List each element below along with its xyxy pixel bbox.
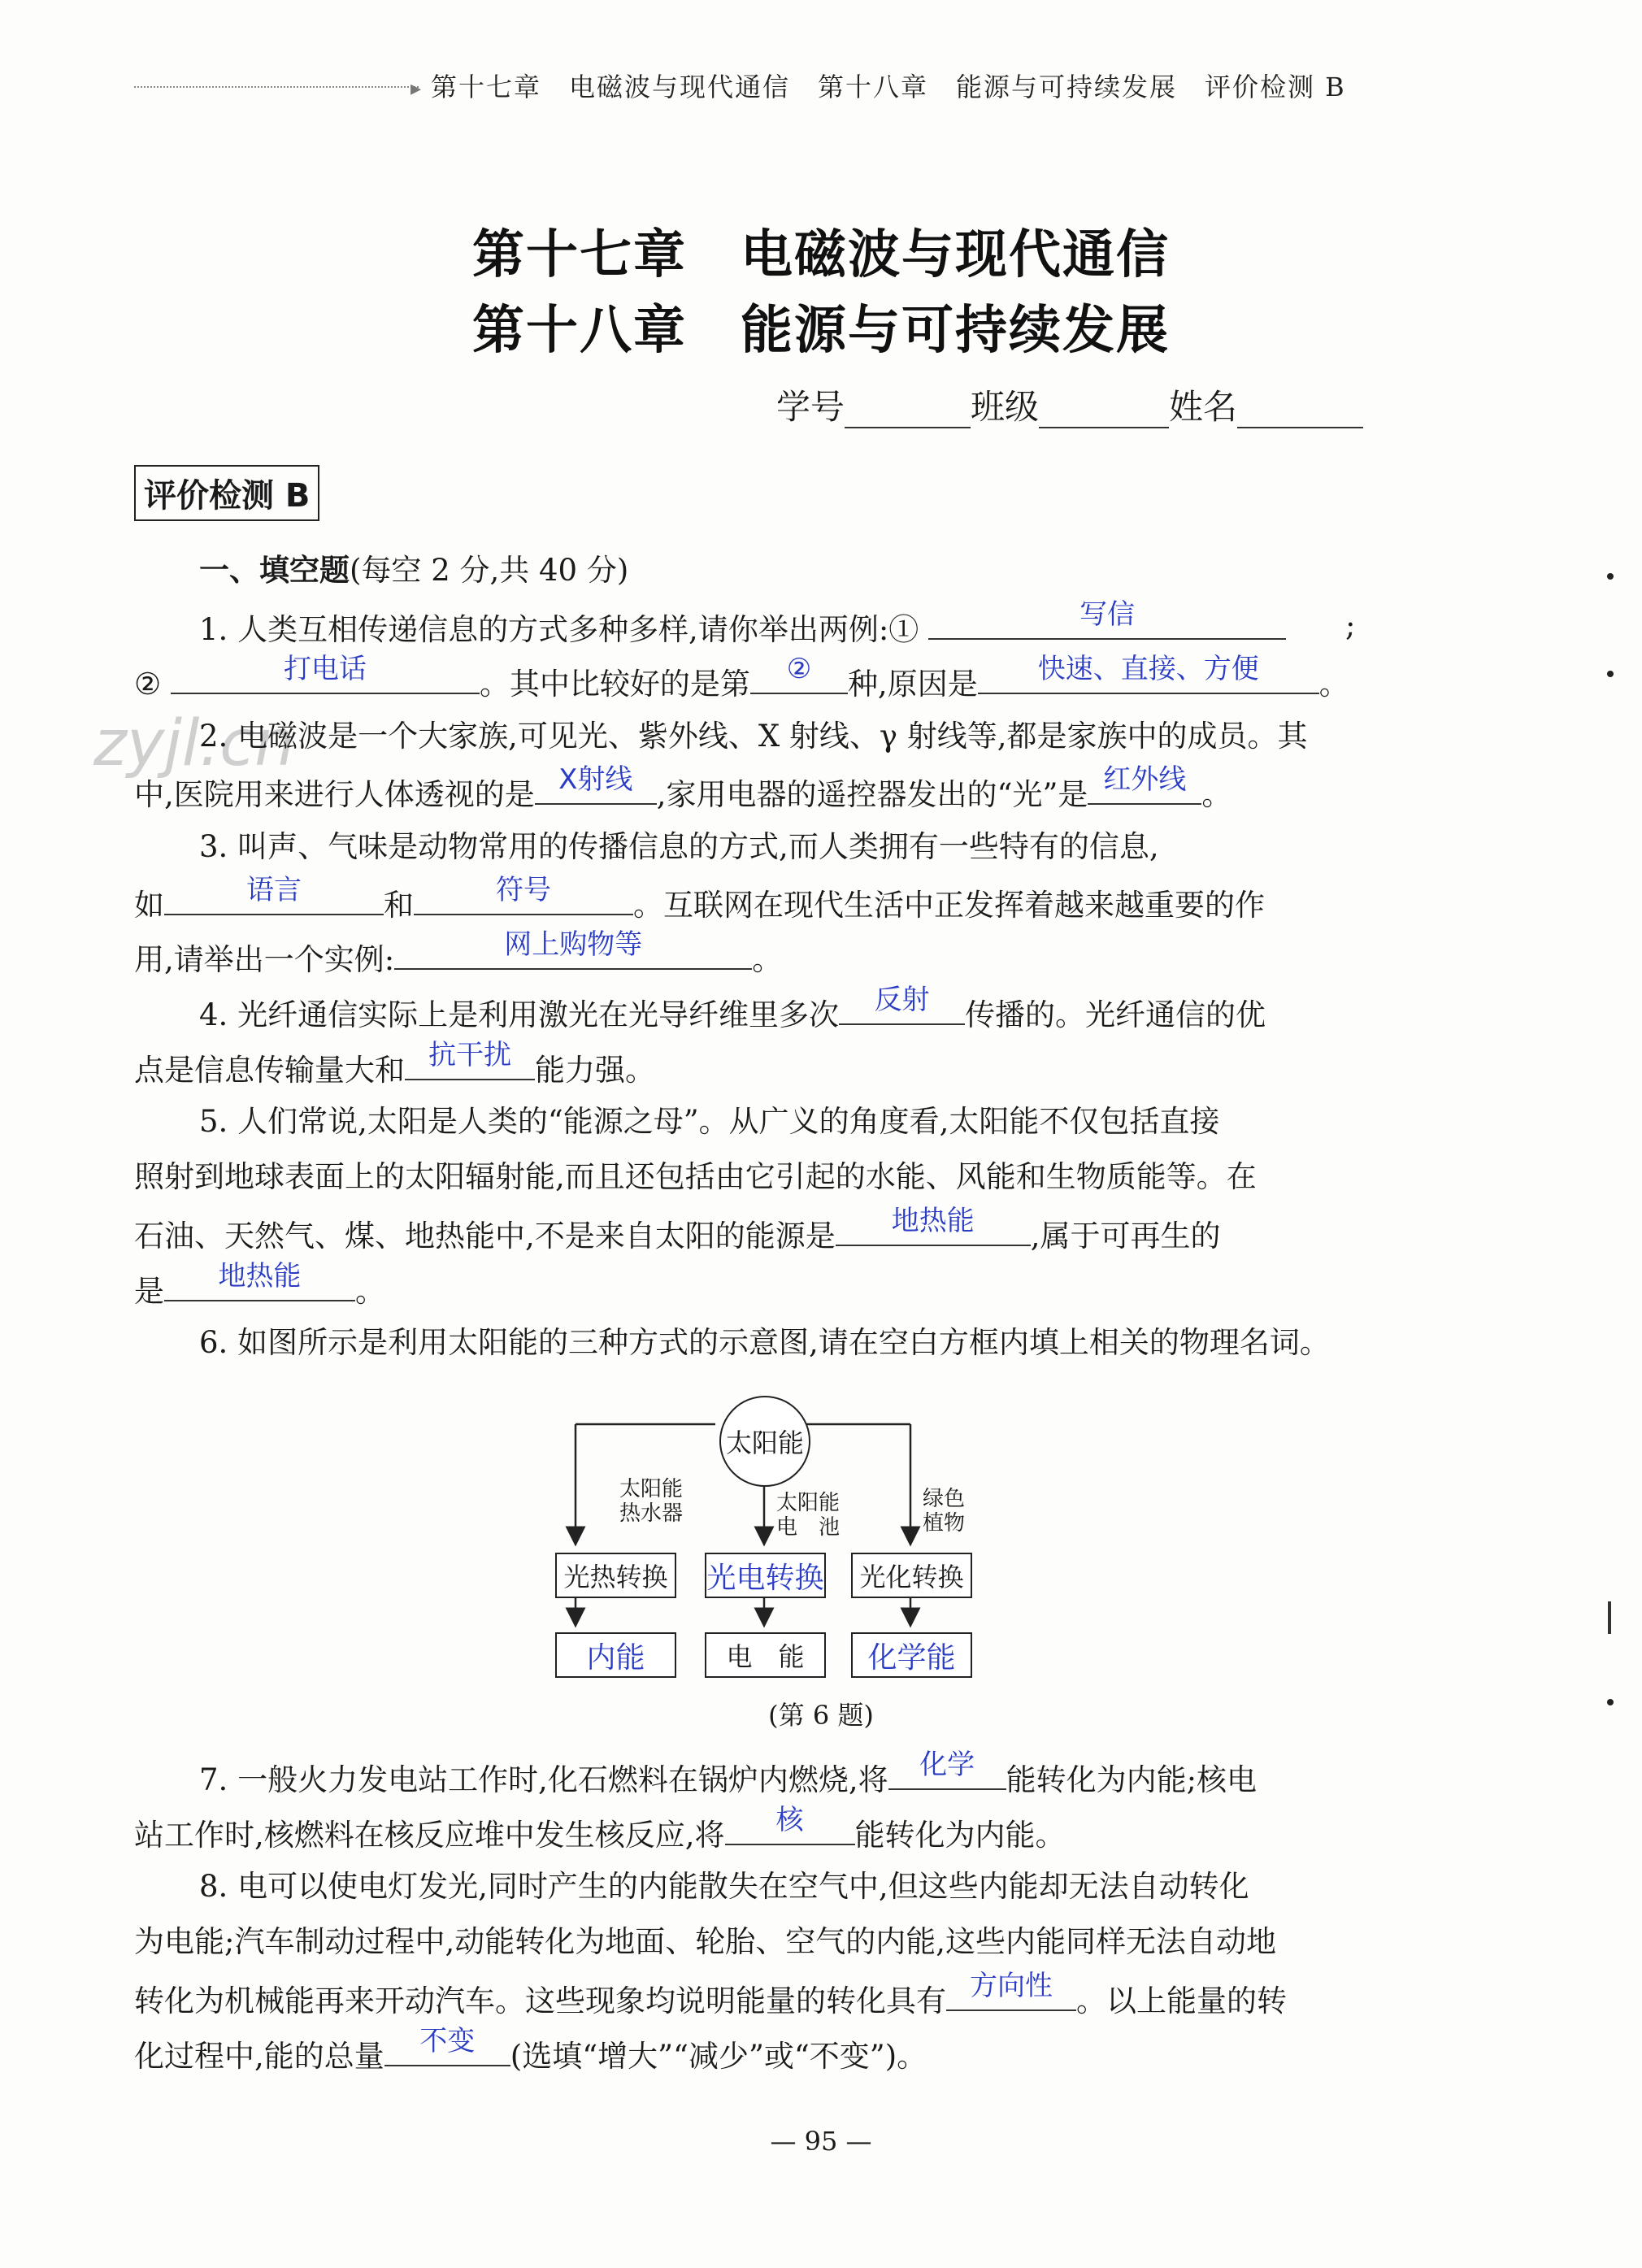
q8-answer-1: 方向性 xyxy=(970,1970,1053,2003)
q8-blank-2[interactable] xyxy=(384,2025,510,2066)
q3-answer-3: 网上购物等 xyxy=(504,928,643,962)
q5-answer-2: 地热能 xyxy=(218,1260,302,1293)
section-title-box: 评价检测 B xyxy=(134,465,319,521)
q1-line2 xyxy=(134,653,1370,702)
q3-line1: 3. 叫声、气味是动物常用的传播信息的方式,而人类拥有一些特有的信息, xyxy=(199,829,1159,864)
q7-blank-1[interactable] xyxy=(888,1749,1006,1790)
q1-text-2: 。其中比较好的是第 xyxy=(479,667,750,702)
sun-energy-circle: 太阳能 xyxy=(719,1396,810,1487)
q2-blank-1[interactable] xyxy=(535,763,657,805)
chapter-title-2: 第十八章 能源与可持续发展 xyxy=(472,301,1170,361)
q4-text-4: 能力强。 xyxy=(535,1053,655,1088)
q5-blank-2[interactable] xyxy=(164,1260,355,1301)
q3-text-2: 和 xyxy=(384,888,414,923)
q1-answer-1: 写信 xyxy=(1079,598,1136,632)
margin-speck xyxy=(1607,671,1614,677)
q5-line3 xyxy=(134,1205,1370,1254)
q1-answer-3: ② xyxy=(786,653,812,686)
q5-text-3: 是 xyxy=(134,1274,164,1309)
q3-text: 如 xyxy=(134,888,164,923)
q2-line1: 2. 电磁波是一个大家族,可见光、紫外线、X 射线、γ 射线等,都是家族中的成员。其 xyxy=(199,719,1308,754)
box-photoelectric-answer[interactable]: 光电转换 xyxy=(705,1553,826,1598)
q3-text-3: 。互联网在现代生活中正发挥着越来越重要的作 xyxy=(633,888,1265,923)
q7-text: 7. 一般火力发电站工作时,化石燃料在锅炉内燃烧,将 xyxy=(199,1762,888,1797)
q8-text-2: 。以上能量的转 xyxy=(1076,1983,1287,2018)
q8-line2: 为电能;汽车制动过程中,动能转化为地面、轮胎、空气的内能,这些内能同样无法自动地 xyxy=(134,1924,1276,1959)
box-internal-energy-answer[interactable]: 内能 xyxy=(555,1632,676,1678)
q3-blank-1[interactable] xyxy=(164,874,384,915)
header-arrow-icon: ▸ xyxy=(410,76,422,101)
q2-text: 中,医院用来进行人体透视的是 xyxy=(134,777,535,812)
q7-answer-1: 化学 xyxy=(919,1749,975,1782)
q5-line1: 5. 人们常说,太阳是人类的“能源之母”。从广义的角度看,太阳能不仅包括直接 xyxy=(199,1104,1220,1139)
q5-answer-1: 地热能 xyxy=(891,1205,975,1238)
box-photothermal: 光热转换 xyxy=(555,1553,676,1598)
q1-blank-2[interactable] xyxy=(171,653,480,694)
q3-text-4: 用,请举出一个实例: xyxy=(134,942,395,977)
q8-line1: 8. 电可以使电灯发光,同时产生的内能散失在空气中,但这些内能却无法自动转化 xyxy=(199,1869,1249,1904)
q5-line4 xyxy=(134,1260,1370,1310)
q1-blank-3[interactable] xyxy=(750,653,848,694)
q3-text-5: 。 xyxy=(752,942,783,977)
q6-line1: 6. 如图所示是利用太阳能的三种方式的示意图,请在空白方框内填上相关的物理名词。 xyxy=(199,1325,1330,1360)
q3-line3 xyxy=(134,928,1370,978)
q1-blank-1[interactable] xyxy=(928,598,1286,640)
q7-text-3: 站工作时,核燃料在核反应堆中发生核反应,将 xyxy=(134,1818,725,1853)
q7-line1 xyxy=(199,1749,1435,1798)
q1-semicolon: ; xyxy=(1345,608,1356,643)
q7-text-4: 能转化为内能。 xyxy=(854,1818,1066,1853)
q8-line3 xyxy=(134,1970,1370,2019)
q4-line1 xyxy=(199,984,1435,1033)
q4-text-2: 传播的。光纤通信的优 xyxy=(965,997,1266,1032)
class-label: 班级 xyxy=(971,387,1040,427)
name-label: 姓名 xyxy=(1169,387,1238,427)
q8-blank-1[interactable] xyxy=(946,1970,1076,2011)
q4-answer-1: 反射 xyxy=(874,984,930,1017)
q4-blank-2[interactable] xyxy=(405,1039,535,1080)
margin-speck xyxy=(1607,1699,1614,1705)
q3-blank-2[interactable] xyxy=(414,874,633,915)
q2-text-3: 。 xyxy=(1201,777,1232,812)
q2-blank-2[interactable] xyxy=(1088,763,1201,805)
q2-line2 xyxy=(134,763,1370,813)
q8-text: 转化为机械能再来开动汽车。这些现象均说明能量的转化具有 xyxy=(134,1983,946,2018)
q4-text-3: 点是信息传输量大和 xyxy=(134,1053,405,1088)
q8-answer-2: 不变 xyxy=(419,2025,476,2058)
q4-blank-1[interactable] xyxy=(839,984,965,1025)
box-photochemical: 光化转换 xyxy=(851,1553,972,1598)
margin-speck xyxy=(1608,1601,1611,1634)
q1-text-3: 种,原因是 xyxy=(847,667,978,702)
q4-line2 xyxy=(134,1039,1370,1088)
branch-label-green-plant: 绿色 植物 xyxy=(923,1487,966,1536)
q5-text: 石油、天然气、煤、地热能中,不是来自太阳的能源是 xyxy=(134,1219,836,1253)
q8-text-4: (选填“增大”“减少”或“不变”)。 xyxy=(510,2039,927,2074)
q3-answer-2: 符号 xyxy=(496,874,551,907)
part1-heading xyxy=(199,553,1435,589)
student-id-label: 学号 xyxy=(776,387,845,427)
q2-answer-2: 红外线 xyxy=(1103,763,1187,797)
part1-scoring: (每空 2 分,共 40 分) xyxy=(350,553,629,588)
name-field[interactable] xyxy=(1237,387,1363,428)
watermark: zyjl.cn xyxy=(93,707,295,780)
q3-blank-3[interactable] xyxy=(394,928,752,970)
q5-text-4: 。 xyxy=(355,1274,385,1309)
q1-text: 1. 人类互相传递信息的方式多种多样,请你举出两例:① xyxy=(199,612,919,647)
q7-text-2: 能转化为内能;核电 xyxy=(1006,1762,1258,1797)
q5-blank-1[interactable] xyxy=(836,1205,1031,1246)
q7-line2 xyxy=(134,1804,1370,1853)
q2-text-2: ,家用电器的遥控器发出的“光”是 xyxy=(656,777,1088,812)
q1-blank-4[interactable] xyxy=(978,653,1319,694)
q1-answer-4: 快速、直接、方便 xyxy=(1037,653,1259,686)
q3-answer-1: 语言 xyxy=(246,874,302,907)
class-field[interactable] xyxy=(1039,387,1169,428)
q5-line2: 照射到地球表面上的太阳辐射能,而且还包括由它引起的水能、风能和生物质能等。在 xyxy=(134,1159,1257,1194)
running-header: 第十七章 电磁波与现代通信 第十八章 能源与可持续发展 评价检测 B xyxy=(431,72,1346,102)
branch-label-solar-cell: 太阳能 电 池 xyxy=(776,1491,841,1540)
figure-caption: (第 6 题) xyxy=(768,1700,874,1731)
branch-label-solar-heater: 太阳能 热水器 xyxy=(619,1477,684,1526)
q4-text: 4. 光纤通信实际上是利用激光在光导纤维里多次 xyxy=(199,997,840,1032)
part1-title: 一、填空题 xyxy=(199,553,350,588)
header-dotted-leader xyxy=(134,86,419,88)
box-electric-energy: 电 能 xyxy=(705,1632,826,1678)
q1-circle-2: ② xyxy=(134,667,162,702)
box-chemical-energy-answer[interactable]: 化学能 xyxy=(851,1632,972,1678)
q8-text-3: 化过程中,能的总量 xyxy=(134,2039,384,2074)
q7-blank-2[interactable] xyxy=(725,1804,855,1845)
student-id-field[interactable] xyxy=(845,387,971,428)
page-number: — 95 — xyxy=(770,2126,872,2157)
q4-answer-2: 抗干扰 xyxy=(428,1039,511,1072)
chapter-title-1: 第十七章 电磁波与现代通信 xyxy=(472,225,1170,285)
q3-line2 xyxy=(134,874,1370,923)
q8-line4 xyxy=(134,2025,1370,2075)
q1-answer-2: 打电话 xyxy=(283,653,367,686)
q1-text-4: 。 xyxy=(1318,667,1349,702)
margin-speck xyxy=(1607,573,1614,580)
q1-line1 xyxy=(199,598,1435,648)
q7-answer-2: 核 xyxy=(775,1804,804,1837)
q5-text-2: ,属于可再生的 xyxy=(1030,1219,1221,1253)
q2-answer-1: X射线 xyxy=(558,763,633,797)
student-info-row xyxy=(776,380,1363,429)
